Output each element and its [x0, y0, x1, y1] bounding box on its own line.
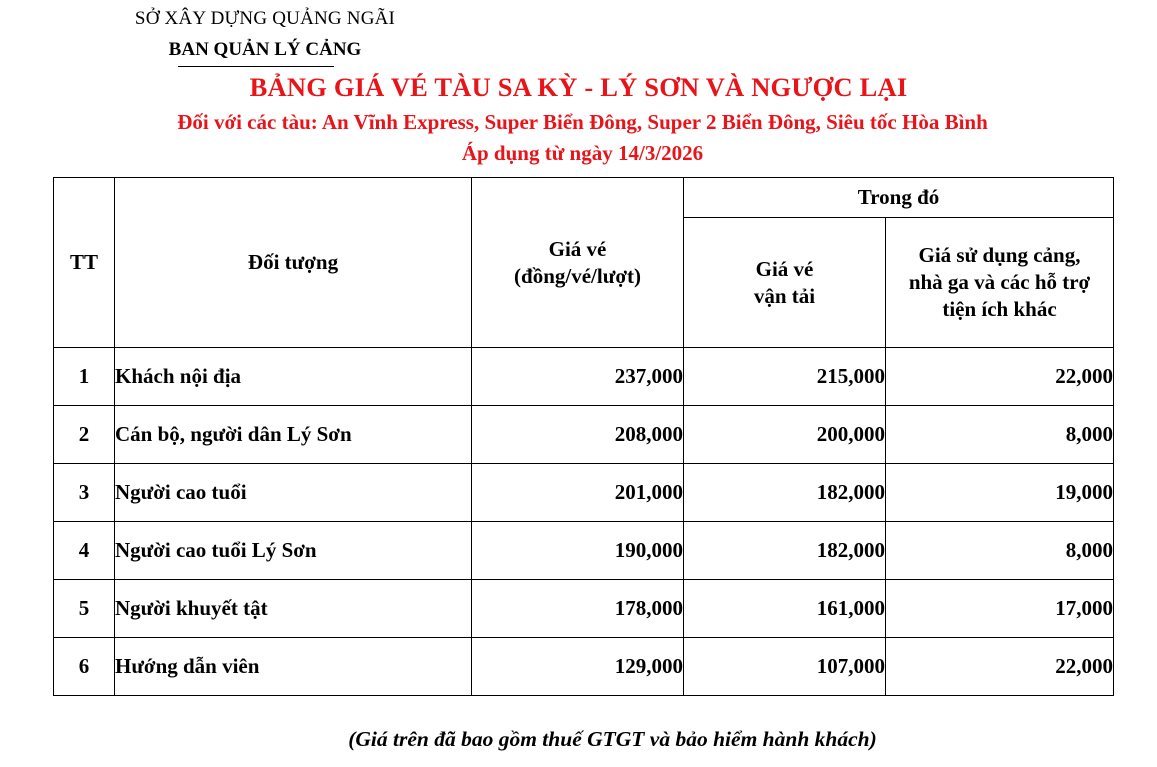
header-port-fee [886, 218, 1114, 348]
header-port-line2: nhà ga và các hỗ trợ [908, 270, 1091, 294]
header-subject: Đối tượng [115, 178, 472, 348]
cell-port-fee: 22,000 [886, 348, 1114, 406]
header-transport-line2: vận tải [753, 283, 816, 308]
header-ticket-price [472, 178, 684, 348]
cell-subject: Người cao tuổi Lý Sơn [115, 522, 472, 580]
header-transport-line1: Giá vé [755, 256, 814, 281]
cell-port-fee: 17,000 [886, 580, 1114, 638]
cell-ticket-price: 208,000 [472, 406, 684, 464]
table-row [54, 464, 1114, 522]
cell-tt: 5 [54, 580, 115, 638]
header-port-line1: Giá sử dụng cảng, [918, 243, 1081, 267]
cell-transport-price: 182,000 [684, 522, 886, 580]
cell-ticket-price: 237,000 [472, 348, 684, 406]
footer-note: (Giá trên đã bao gồm thuế GTGT và bảo hiểm hành khách) [348, 727, 877, 751]
cell-transport-price: 200,000 [684, 406, 886, 464]
cell-port-fee: 8,000 [886, 522, 1114, 580]
cell-tt: 6 [54, 638, 115, 696]
cell-ticket-price: 129,000 [472, 638, 684, 696]
cell-tt: 2 [54, 406, 115, 464]
header-breakdown-group: Trong đó [684, 178, 1114, 218]
document-subtitle: Đối với các tàu: An Vĩnh Express, Super Biển Đông, Super 2 Biển Đông, Siêu tốc Hòa Bình [177, 110, 988, 134]
cell-ticket-price: 178,000 [472, 580, 684, 638]
cell-subject: Người khuyết tật [115, 580, 472, 638]
cell-transport-price: 182,000 [684, 464, 886, 522]
document-title: BẢNG GIÁ VÉ TÀU SA KỲ - LÝ SƠN VÀ NGƯỢC LẠI [249, 72, 908, 102]
org-parent-name: SỞ XÂY DỰNG QUẢNG NGÃI [134, 8, 396, 29]
cell-tt: 4 [54, 522, 115, 580]
cell-tt: 3 [54, 464, 115, 522]
table-row [54, 638, 1114, 696]
org-underline-divider [178, 66, 334, 67]
cell-subject: Người cao tuổi [115, 464, 472, 522]
table-header-row [54, 178, 1114, 218]
cell-port-fee: 22,000 [886, 638, 1114, 696]
fare-table [53, 177, 1114, 696]
header-transport-price [684, 218, 886, 348]
cell-ticket-price: 190,000 [472, 522, 684, 580]
cell-transport-price: 161,000 [684, 580, 886, 638]
header-port-line3: tiện ích khác [942, 297, 1057, 321]
table-row [54, 406, 1114, 464]
header-tt: TT [54, 178, 115, 348]
cell-transport-price: 215,000 [684, 348, 886, 406]
cell-tt: 1 [54, 348, 115, 406]
table-row [54, 580, 1114, 638]
cell-subject: Hướng dẫn viên [115, 638, 472, 696]
table-row [54, 522, 1114, 580]
cell-port-fee: 19,000 [886, 464, 1114, 522]
header-ticket-price-line1: Giá vé [548, 236, 607, 261]
cell-subject: Cán bộ, người dân Lý Sơn [115, 406, 472, 464]
cell-subject: Khách nội địa [115, 348, 472, 406]
cell-port-fee: 8,000 [886, 406, 1114, 464]
cell-transport-price: 107,000 [684, 638, 886, 696]
header-ticket-price-line2: (đồng/vé/lượt) [514, 263, 641, 288]
cell-ticket-price: 201,000 [472, 464, 684, 522]
table-row [54, 348, 1114, 406]
org-unit-name: BAN QUẢN LÝ CẢNG [168, 39, 362, 60]
effective-date: Áp dụng từ ngày 14/3/2026 [461, 141, 704, 165]
